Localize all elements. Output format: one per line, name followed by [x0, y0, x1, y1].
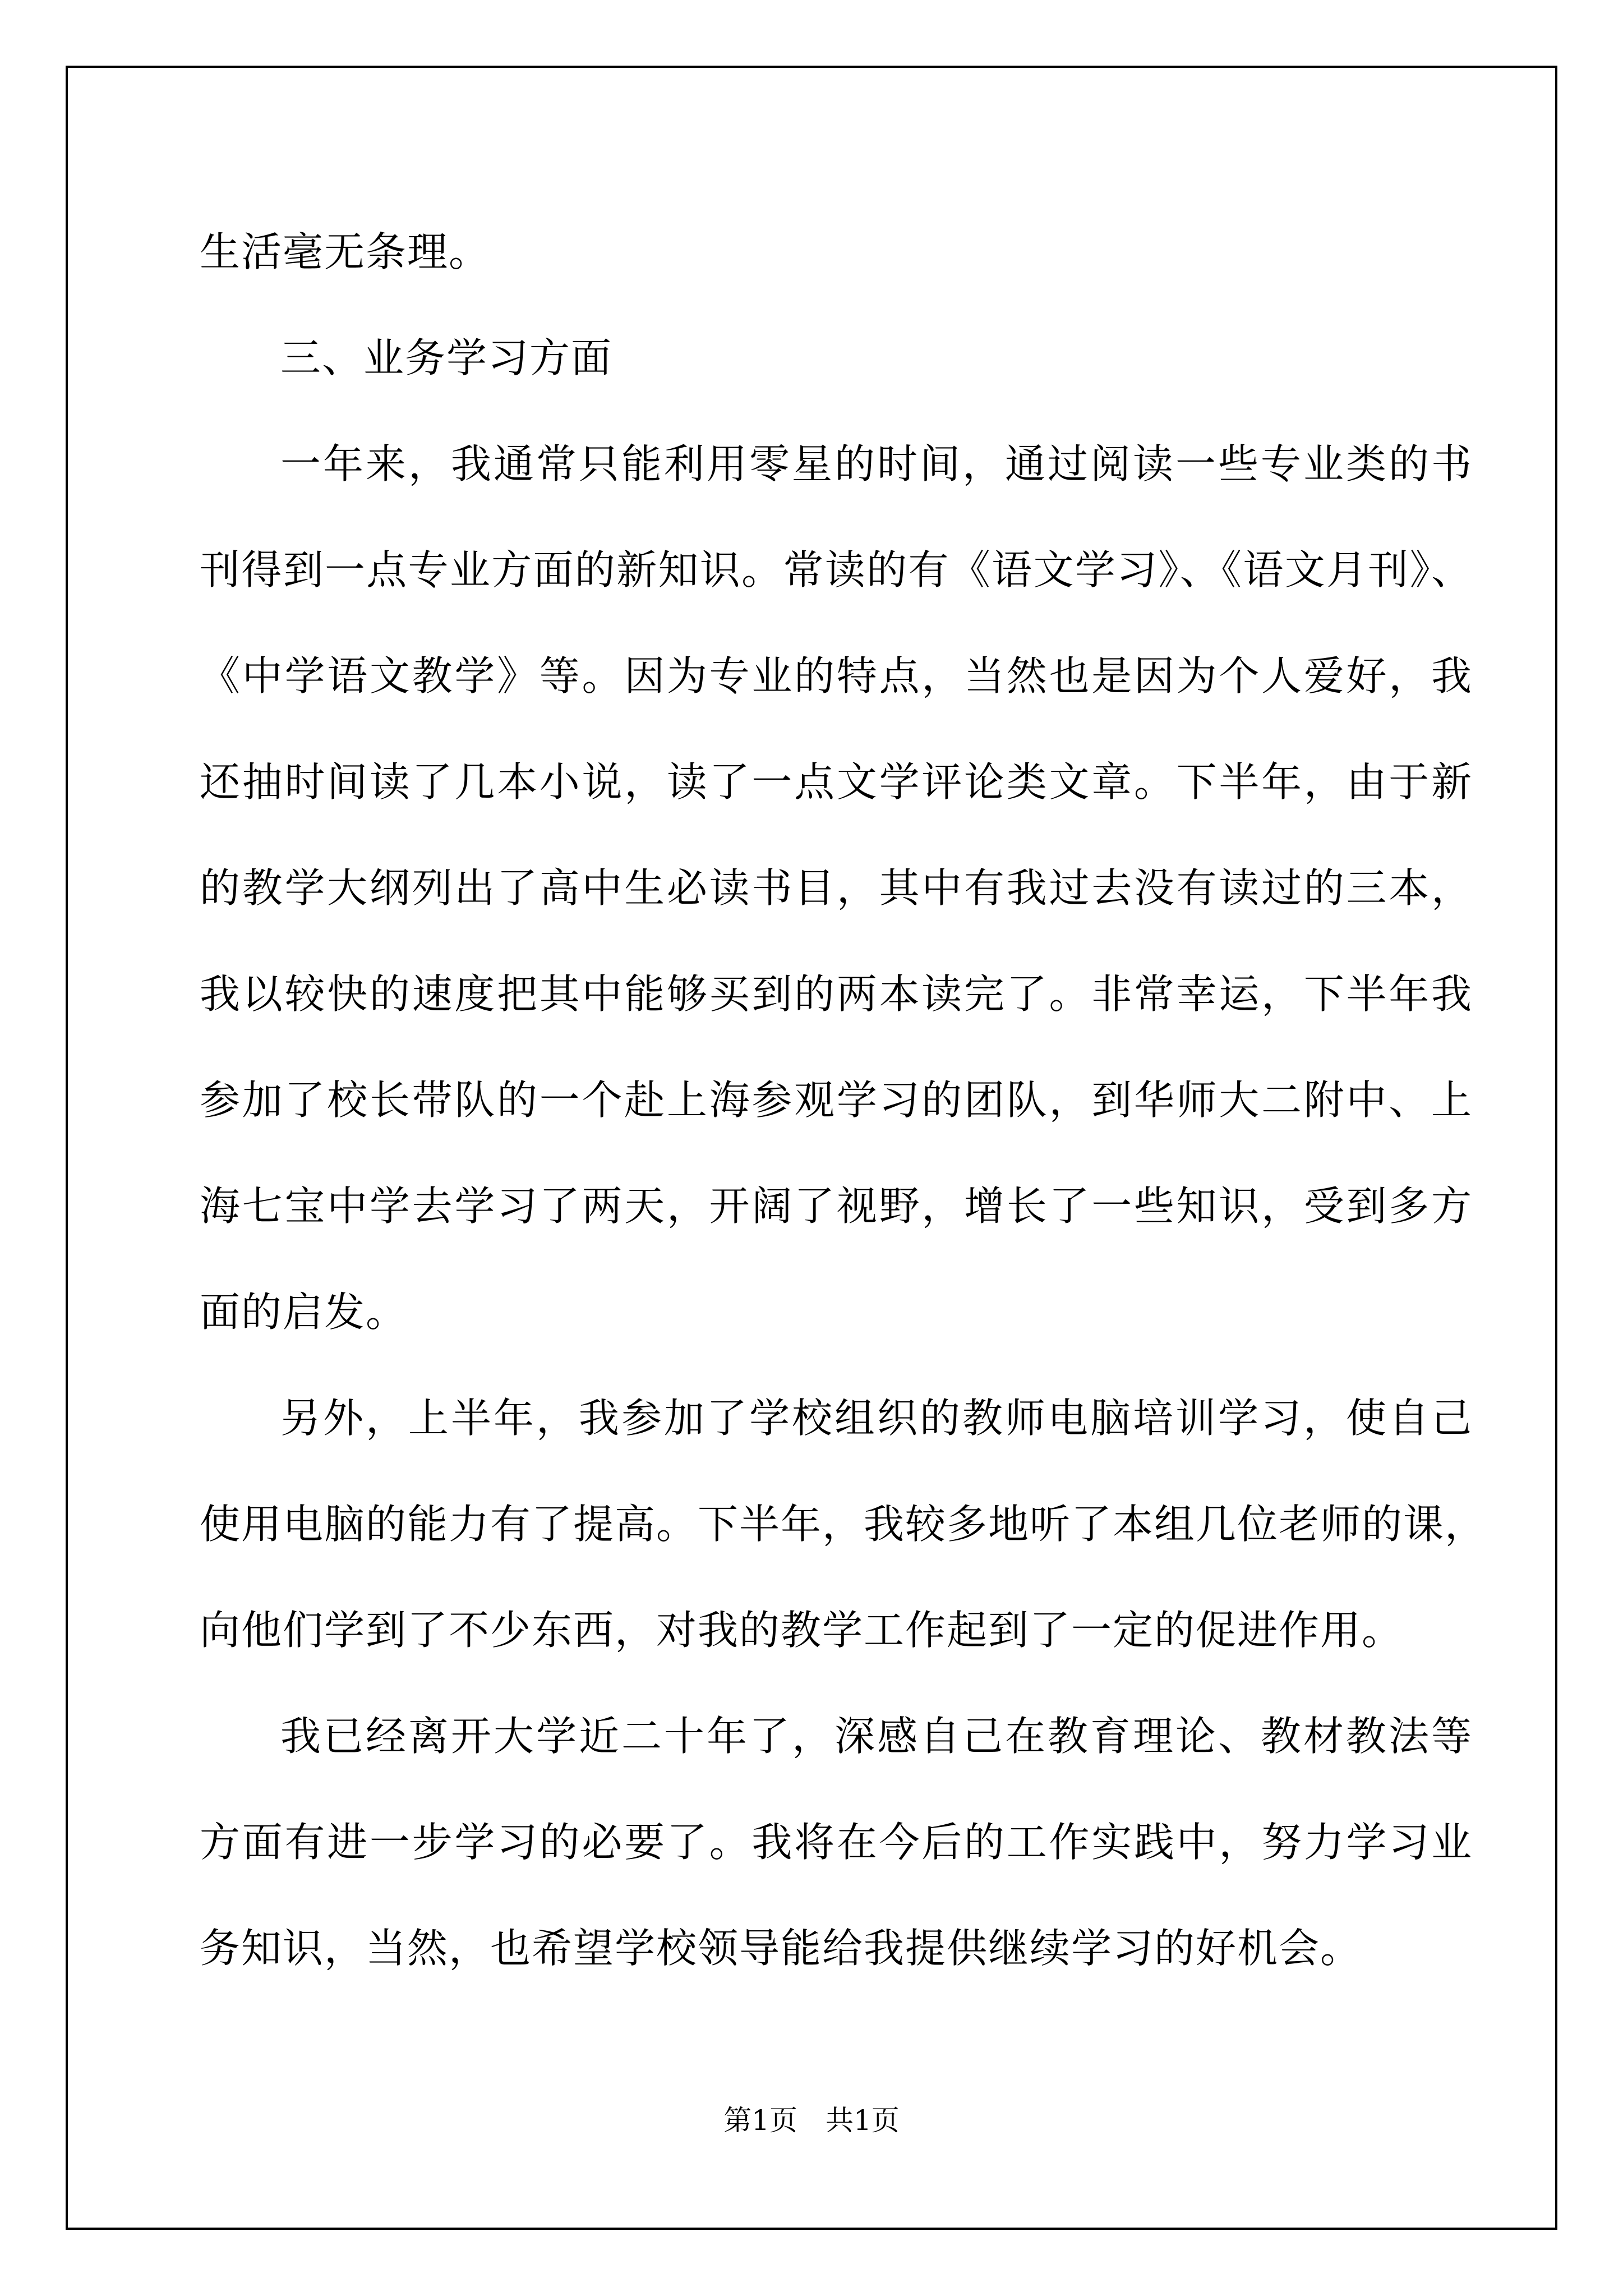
text-line: 刊得到一点专业方面的新知识。常读的有《语文学习》、《语文月刊》、 [200, 546, 1473, 593]
text-line: 的教学大纲列出了高中生必读书目，其中有我过去没有读过的三本， [200, 864, 1473, 912]
text-line: 面的启发。 [200, 1289, 408, 1336]
text-line: 还抽时间读了几本小说，读了一点文学评论类文章。下半年，由于新 [200, 758, 1473, 806]
text-line: 务知识，当然，也希望学校领导能给我提供继续学习的好机会。 [200, 1925, 1362, 1972]
document-body [200, 210, 1487, 2012]
text-line: 另外，上半年，我参加了学校组织的教师电脑培训学习，使自己 [280, 1395, 1473, 1442]
text-line: 一年来，我通常只能利用零星的时间，通过阅读一些专业类的书 [280, 440, 1473, 487]
page-number-current: 第1页 [723, 2104, 797, 2137]
text-line: 向他们学到了不少东西，对我的教学工作起到了一定的促进作用。 [200, 1607, 1404, 1654]
page-number-total: 共1页 [826, 2104, 900, 2137]
text-line: 参加了校长带队的一个赴上海参观学习的团队，到华师大二附中、上 [200, 1076, 1473, 1124]
text-line: 《中学语文教学》等。因为专业的特点，当然也是因为个人爱好，我 [200, 652, 1473, 700]
text-line: 我以较快的速度把其中能够买到的两本读完了。非常幸运，下半年我 [200, 970, 1473, 1018]
text-line: 方面有进一步学习的必要了。我将在今后的工作实践中，努力学习业 [200, 1819, 1473, 1866]
text-line: 海七宝中学去学习了两天，开阔了视野，增长了一些知识，受到多方 [200, 1182, 1473, 1230]
page-footer [0, 2098, 1623, 2138]
text-line: 生活毫无条理。 [200, 228, 491, 275]
text-line: 使用电脑的能力有了提高。下半年，我较多地听了本组几位老师的课， [200, 1501, 1487, 1548]
text-line: 我已经离开大学近二十年了，深感自己在教育理论、教材教法等 [280, 1713, 1473, 1760]
text-line: 三、业务学习方面 [280, 334, 613, 381]
